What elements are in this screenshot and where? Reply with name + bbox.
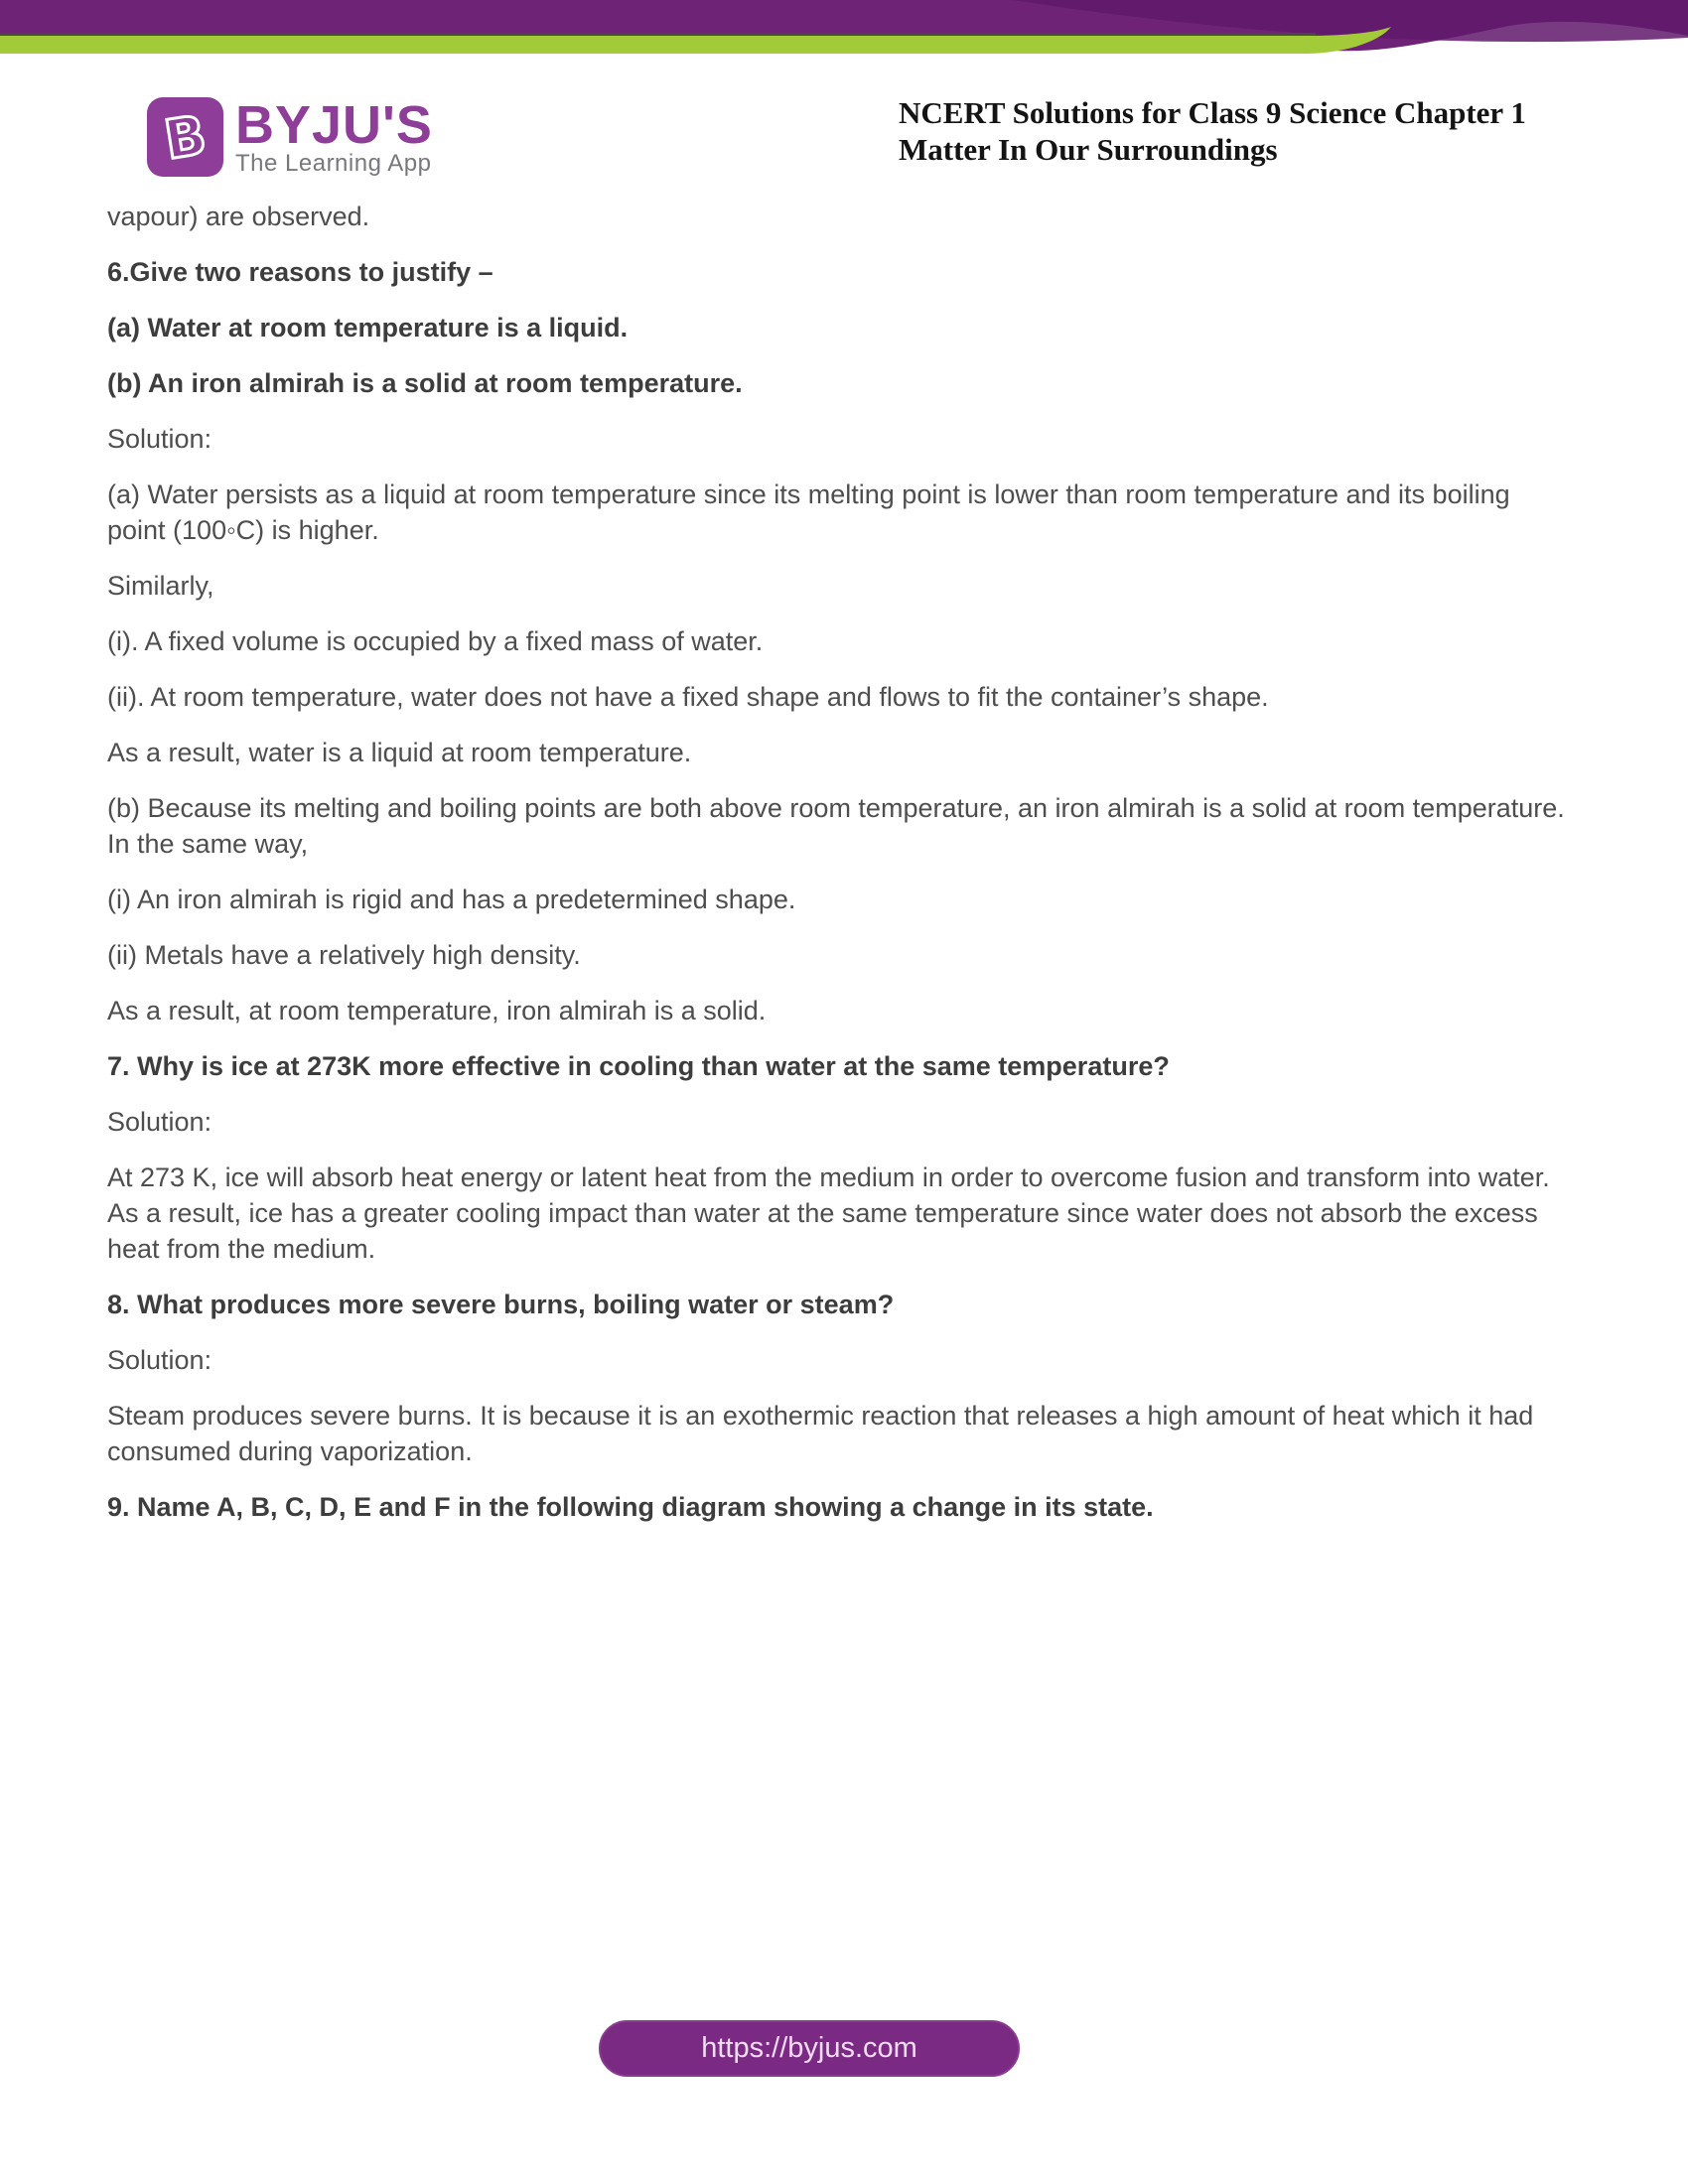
body-text: At 273 K, ice will absorb heat energy or latent heat from the medium in order to overcome fusion and transform into water. As a result, ice has a greater cooling impact than water at the same temperature since water does not absorb the excess heat from the medium. [107,1162,1550,1264]
question-text: 6.Give two reasons to justify – [107,257,493,287]
body-text: Solution: [107,1345,212,1375]
byjus-logo [147,97,433,177]
body-text: (ii). At room temperature, water does not have a fixed shape and flows to fit the container’s shape. [107,682,1269,712]
question-text: 7. Why is ice at 273K more effective in cooling than water at the same temperature? [107,1051,1170,1081]
body-text: As a result, at room temperature, iron almirah is a solid. [107,996,767,1025]
body-text: Solution: [107,1107,212,1137]
byjus-url-text: https://byjus.com [701,2032,917,2064]
byjus-url-pill[interactable] [599,2020,1020,2077]
page-title [899,94,1526,168]
question-text: (a) Water at room temperature is a liquid. [107,313,629,342]
page-title-line1: NCERT Solutions for Class 9 Science Chapter 1 [899,95,1526,130]
body-text: Steam produces severe burns. It is because it is an exothermic reaction that releases a high amount of heat which it had consumed during vaporization. [107,1401,1534,1466]
banner-divider-line [0,33,1316,36]
brand-name: BYJU'S [235,95,433,155]
header-banner [0,0,1688,69]
body-text: vapour) are observed. [107,202,370,231]
body-text: (b) Because its melting and boiling points are both above room temperature, an iron almirah is a solid at room temperature. In the same way, [107,793,1565,859]
body-text: (i). A fixed volume is occupied by a fixed mass of water. [107,626,764,656]
brand-tagline: The Learning App [235,150,432,177]
question-text: 8. What produces more severe burns, boiling water or steam? [107,1290,895,1319]
body-text: (i) An iron almirah is rigid and has a predetermined shape. [107,885,796,914]
content [107,199,1567,1545]
body-text: (a) Water persists as a liquid at room temperature since its melting point is lower than room temperature and its boiling point (100◦C) is higher. [107,479,1510,545]
question-text: 9. Name A, B, C, D, E and F in the following diagram showing a change in its state. [107,1492,1154,1522]
body-text: Solution: [107,424,212,454]
body-text: (ii) Metals have a relatively high density. [107,940,581,970]
body-text: Similarly, [107,571,214,601]
question-text: (b) An iron almirah is a solid at room temperature. [107,368,743,398]
byjus-b-icon: B [147,97,223,177]
page-title-line2: Matter In Our Surroundings [899,132,1278,167]
body-text: As a result, water is a liquid at room temperature. [107,738,692,767]
